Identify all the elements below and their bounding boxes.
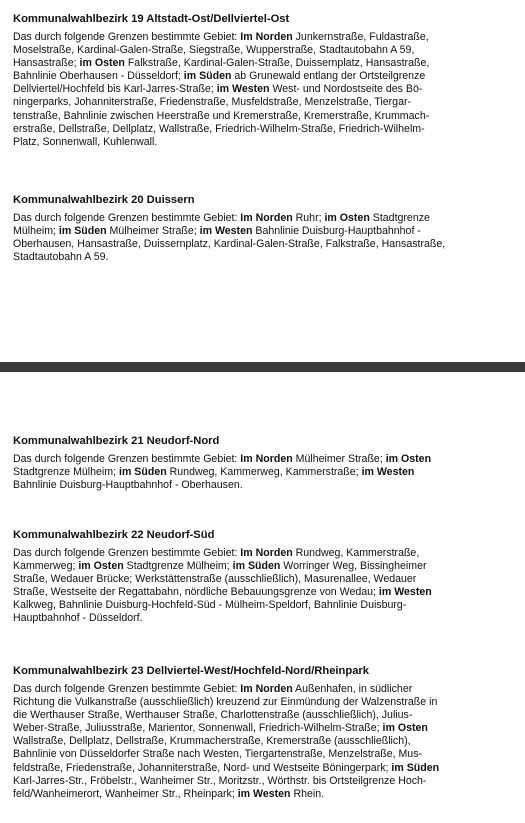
text-segment: Stadtgrenze Mülheim; bbox=[123, 560, 233, 573]
direction-label: im Süden bbox=[119, 466, 167, 479]
text-line bbox=[13, 599, 515, 612]
text-segment: Kammerweg; bbox=[13, 560, 79, 573]
district-heading: Kommunalwahlbezirk 19 Altstadt-Ost/Dellviertel-Ost bbox=[13, 13, 290, 25]
text-line bbox=[13, 110, 515, 123]
district-section-19 bbox=[13, 12, 515, 149]
text-line bbox=[13, 136, 515, 149]
text-segment: Das durch folgende Grenzen bestimmte Gebiet: bbox=[13, 31, 241, 43]
text-line bbox=[13, 775, 515, 788]
text-segment: Das durch folgende Grenzen bestimmte Gebiet: bbox=[13, 683, 241, 695]
direction-label: im Osten bbox=[78, 560, 124, 573]
text-line bbox=[13, 735, 515, 748]
direction-label: im Westen bbox=[199, 225, 253, 238]
text-segment: Richtung die Vulkanstraße (ausschließlich) kreuzend zur Einmündung der Walzenstraße in bbox=[13, 696, 438, 709]
text-segment: Rundweg, Kammerstraße, bbox=[292, 547, 420, 559]
direction-label: Im Norden bbox=[240, 547, 293, 559]
text-line bbox=[13, 44, 515, 57]
text-segment: Stadtgrenze bbox=[369, 212, 430, 224]
direction-label: im Süden bbox=[183, 70, 232, 83]
text-segment: Außenhafen, in südlicher bbox=[292, 683, 413, 695]
text-line bbox=[13, 573, 515, 586]
text-segment: Straße, Westseite der Regattabahn, nördliche Bebauungsgrenze von Wedau; bbox=[13, 586, 379, 599]
text-segment: Rundweg, Kammerweg, Kammerstraße; bbox=[166, 466, 362, 479]
district-section-21 bbox=[13, 434, 515, 492]
text-line bbox=[13, 83, 515, 96]
text-segment: tenstraße, Bahnlinie zwischen Heerstraße und Kremerstraße, Kremerstraße, Krummach- bbox=[13, 109, 430, 122]
text-line bbox=[13, 709, 515, 722]
district-boundary-text bbox=[13, 31, 515, 149]
direction-label: im Süden bbox=[391, 761, 440, 774]
text-segment: Karl-Jarres-Str., Fröbelstr., Wanheimer Str., Moritzstr., Wörthstr. bis Ortsteilgrenze Hoch- bbox=[13, 774, 427, 787]
text-segment: Stadtgrenze Mülheim; bbox=[13, 466, 119, 479]
district-boundary-text bbox=[13, 683, 515, 801]
district-heading: Kommunalwahlbezirk 22 Neudorf-Süd bbox=[13, 529, 215, 541]
text-segment: Das durch folgende Grenzen bestimmte Gebiet: bbox=[13, 453, 241, 465]
text-segment: Bahnlinie Duisburg-Hauptbahnhof - bbox=[252, 225, 421, 238]
text-segment: Bahnlinie von Düsseldorfer Straße nach Westen, Tiergartenstraße, Menzelstraße, Mus- bbox=[13, 748, 423, 761]
text-segment: Hansastraße; bbox=[13, 57, 80, 70]
text-line bbox=[13, 31, 515, 44]
direction-label: im Süden bbox=[58, 225, 107, 238]
text-line bbox=[13, 547, 515, 560]
text-segment: Das durch folgende Grenzen bestimmte Gebiet: bbox=[13, 212, 241, 224]
text-segment: Straße, Wedauer Brücke; Werkstättenstraße (ausschließlich), Masurenallee, Wedauer bbox=[13, 573, 417, 586]
text-segment: Mülheimer Straße; bbox=[292, 453, 386, 465]
text-line bbox=[13, 586, 515, 599]
district-section-22 bbox=[13, 528, 515, 626]
direction-label: Im Norden bbox=[240, 31, 293, 43]
text-line bbox=[13, 57, 515, 70]
text-segment: Rhein. bbox=[290, 787, 325, 800]
text-segment: Ruhr; bbox=[292, 212, 325, 224]
text-line bbox=[13, 70, 515, 83]
text-segment: Dellviertel/Hochfeld bis Karl-Jarres-Straße; bbox=[13, 83, 217, 96]
direction-label: im Osten bbox=[324, 212, 370, 224]
text-segment: Falkstraße, Kardinal-Galen-Straße, Duissernplatz, Hansastraße, bbox=[124, 57, 430, 70]
text-line bbox=[13, 612, 515, 625]
text-segment: Junkernstraße, Fuldastraße, bbox=[292, 31, 429, 43]
direction-label: im Osten bbox=[382, 722, 428, 735]
text-line bbox=[13, 722, 515, 735]
direction-label: im Westen bbox=[216, 83, 270, 96]
direction-label: Im Norden bbox=[240, 683, 293, 695]
text-segment: Mülheim; bbox=[13, 225, 59, 238]
text-line bbox=[13, 238, 515, 251]
district-heading: Kommunalwahlbezirk 21 Neudorf-Nord bbox=[13, 435, 220, 447]
text-line bbox=[13, 762, 515, 775]
text-segment: Das durch folgende Grenzen bestimmte Gebiet: bbox=[13, 547, 241, 559]
district-boundary-text bbox=[13, 547, 515, 626]
text-line bbox=[13, 466, 515, 479]
text-segment: die Werthauser Straße, Werthauser Straße, Charlottenstraße (ausschließlich), Julius- bbox=[13, 709, 413, 722]
direction-label: im Westen bbox=[237, 787, 291, 800]
district-boundary-text bbox=[13, 453, 515, 492]
text-line bbox=[13, 251, 515, 264]
district-heading: Kommunalwahlbezirk 20 Duissern bbox=[13, 194, 195, 206]
text-segment: Worringer Weg, Bissingheimer bbox=[280, 560, 427, 573]
text-segment: ab Grunewald entlang der Ortsteilgrenze bbox=[231, 70, 426, 83]
direction-label: im Süden bbox=[232, 560, 281, 573]
text-segment: Bahnlinie Oberhausen - Düsseldorf; bbox=[13, 70, 184, 83]
direction-label: im Westen bbox=[378, 586, 432, 599]
text-segment: Hauptbahnhof - Düsseldorf. bbox=[13, 612, 143, 625]
text-segment: Kalkweg, Bahnlinie Duisburg-Hochfeld-Süd - Mülheim-Speldorf, Bahnlinie Duisburg- bbox=[13, 599, 407, 612]
text-segment: West- und Nordostseite des Bö- bbox=[269, 83, 423, 96]
direction-label: im Osten bbox=[385, 453, 432, 465]
district-section-20 bbox=[13, 193, 515, 264]
text-segment: Weber-Straße, Juliusstraße, Marientor, Sonnenwall, Friedrich-Wilhelm-Straße; bbox=[13, 722, 383, 735]
direction-label: im Osten bbox=[79, 57, 125, 70]
direction-label: Im Norden bbox=[240, 212, 293, 224]
text-segment: erstraße, Dellstraße, Dellplatz, Wallstraße, Friedrich-Wilhelm-Straße, Friedrich-Wilhelm- bbox=[13, 122, 425, 135]
district-boundary-text bbox=[13, 212, 515, 264]
district-section-23 bbox=[13, 664, 515, 801]
text-segment: Oberhausen, Hansastraße, Duissernplatz, Kardinal-Galen-Straße, Falkstraße, Hansastraße, bbox=[13, 238, 446, 251]
text-segment: Wallstraße, Dellplatz, Dellstraße, Krummacherstraße, Kremerstraße (ausschließlich), bbox=[13, 735, 411, 748]
page-break-divider bbox=[0, 362, 525, 372]
text-segment: feldstraße, Friedenstraße, Johanniterstraße, Nord- und Westseite Böningerpark; bbox=[13, 761, 392, 774]
direction-label: im Westen bbox=[361, 466, 415, 479]
text-line bbox=[13, 748, 515, 761]
document-page-upper bbox=[0, 0, 525, 362]
text-line bbox=[13, 479, 515, 492]
text-line bbox=[13, 225, 515, 238]
text-line bbox=[13, 96, 515, 109]
text-segment: Platz, Sonnenwall, Kuhlenwall. bbox=[13, 135, 158, 148]
text-segment: ningerparks, Johanniterstraße, Friedenstraße, Musfeldstraße, Menzelstraße, Tiergar- bbox=[13, 96, 412, 109]
text-segment: Bahnlinie Duisburg-Hauptbahnhof - Oberhausen. bbox=[13, 479, 243, 492]
district-heading: Kommunalwahlbezirk 23 Dellviertel-West/Hochfeld-Nord/Rheinpark bbox=[13, 665, 370, 677]
text-line bbox=[13, 123, 515, 136]
text-line bbox=[13, 788, 515, 801]
text-segment: Mülheimer Straße; bbox=[106, 225, 200, 238]
text-segment: Stadtautobahn A 59. bbox=[13, 251, 109, 264]
text-line bbox=[13, 683, 515, 696]
text-segment: Moselstraße, Kardinal-Galen-Straße, Siegstraße, Wupperstraße, Stadtautobahn A 59, bbox=[13, 44, 415, 57]
document-page-lower bbox=[0, 372, 525, 823]
text-line bbox=[13, 560, 515, 573]
text-segment: feld/Wanheimerort, Wanheimer Str., Rheinpark; bbox=[13, 787, 238, 800]
direction-label: Im Norden bbox=[240, 453, 293, 465]
text-line bbox=[13, 212, 515, 225]
text-line bbox=[13, 453, 515, 466]
text-line bbox=[13, 696, 515, 709]
